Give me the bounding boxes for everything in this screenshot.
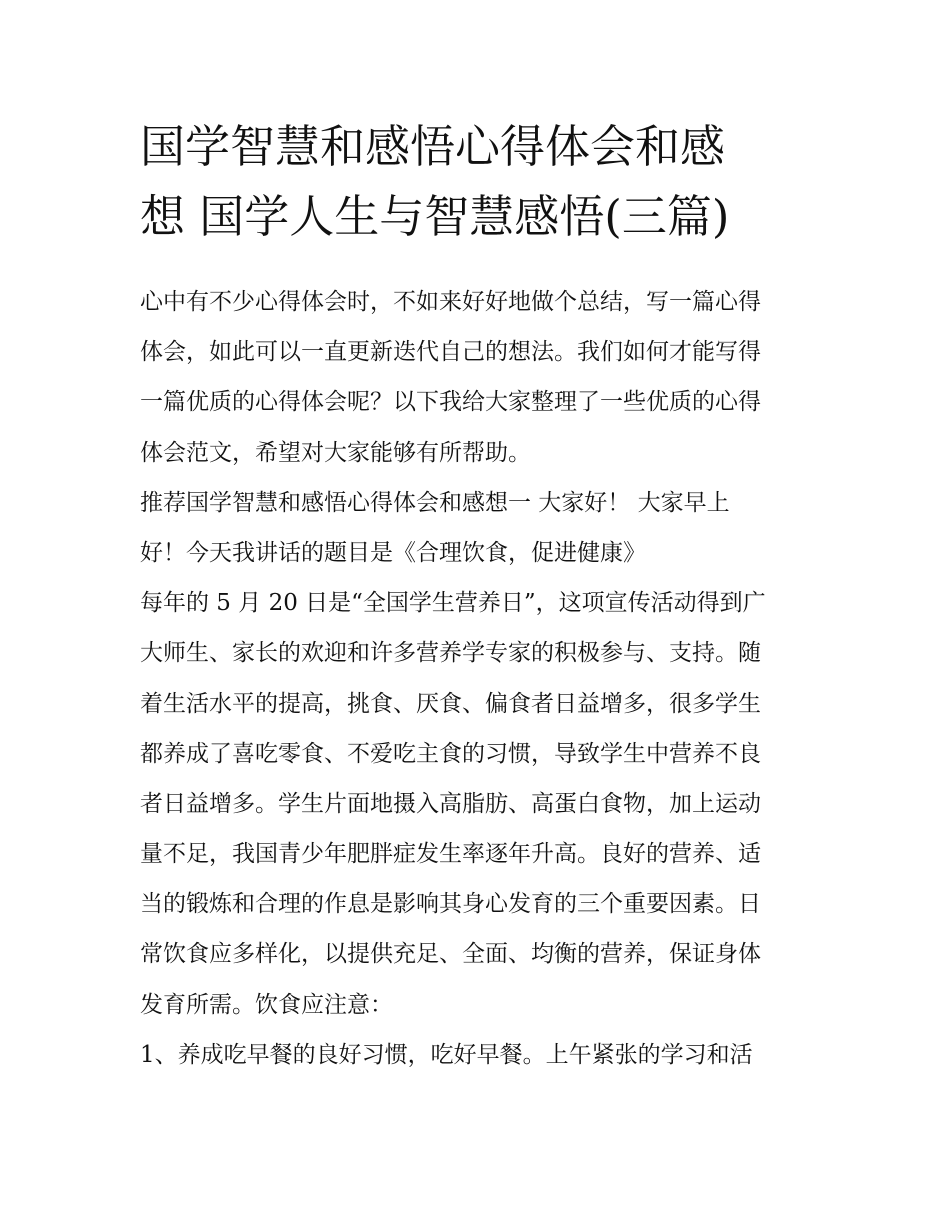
body-line: 好！今天我讲话的题目是《合理饮食，促进健康》 [140, 539, 646, 566]
body-line: 常饮食应多样化，以提供充足、全面、均衡的营养，保证身体 [140, 941, 761, 968]
body-line: 每年的 5 月 20 日是“全国学生营养日”，这项宣传活动得到广 [140, 590, 766, 617]
body-line: 着生活水平的提高，挑食、厌食、偏食者日益增多，很多学生 [140, 690, 761, 717]
body-line: 1、养成吃早餐的良好习惯，吃好早餐。上午紧张的学习和活 [140, 1041, 753, 1068]
title-line-1: 国学智慧和感悟心得体会和感 [140, 120, 726, 173]
document-body [140, 283, 820, 1086]
body-line: 当的锻炼和合理的作息是影响其身心发育的三个重要因素。日 [140, 891, 761, 918]
body-line: 体会范文，希望对大家能够有所帮助。 [140, 439, 531, 466]
body-line: 都养成了喜吃零食、不爱吃主食的习惯，导致学生中营养不良 [140, 740, 761, 767]
body-line: 发育所需。饮食应注意： [140, 991, 393, 1018]
body-line: 心中有不少心得体会时，不如来好好地做个总结，写一篇心得 [140, 289, 761, 315]
body-line: 大师生、家长的欢迎和许多营养学专家的积极参与、支持。随 [140, 640, 761, 667]
document-title [140, 112, 820, 252]
body-line: 者日益增多。学生片面地摄入高脂肪、高蛋白食物，加上运动 [140, 790, 761, 817]
body-line: 一篇优质的心得体会呢？以下我给大家整理了一些优质的心得 [140, 389, 761, 416]
body-line: 体会，如此可以一直更新迭代自己的想法。我们如何才能写得 [140, 339, 761, 366]
body-line: 量不足，我国青少年肥胖症发生率逐年升高。良好的营养、适 [140, 841, 761, 868]
body-line: 推荐国学智慧和感悟心得体会和感想一 大家好！ 大家早上 [140, 489, 730, 516]
title-line-2: 想 国学人生与智慧感悟(三篇) [140, 190, 730, 243]
